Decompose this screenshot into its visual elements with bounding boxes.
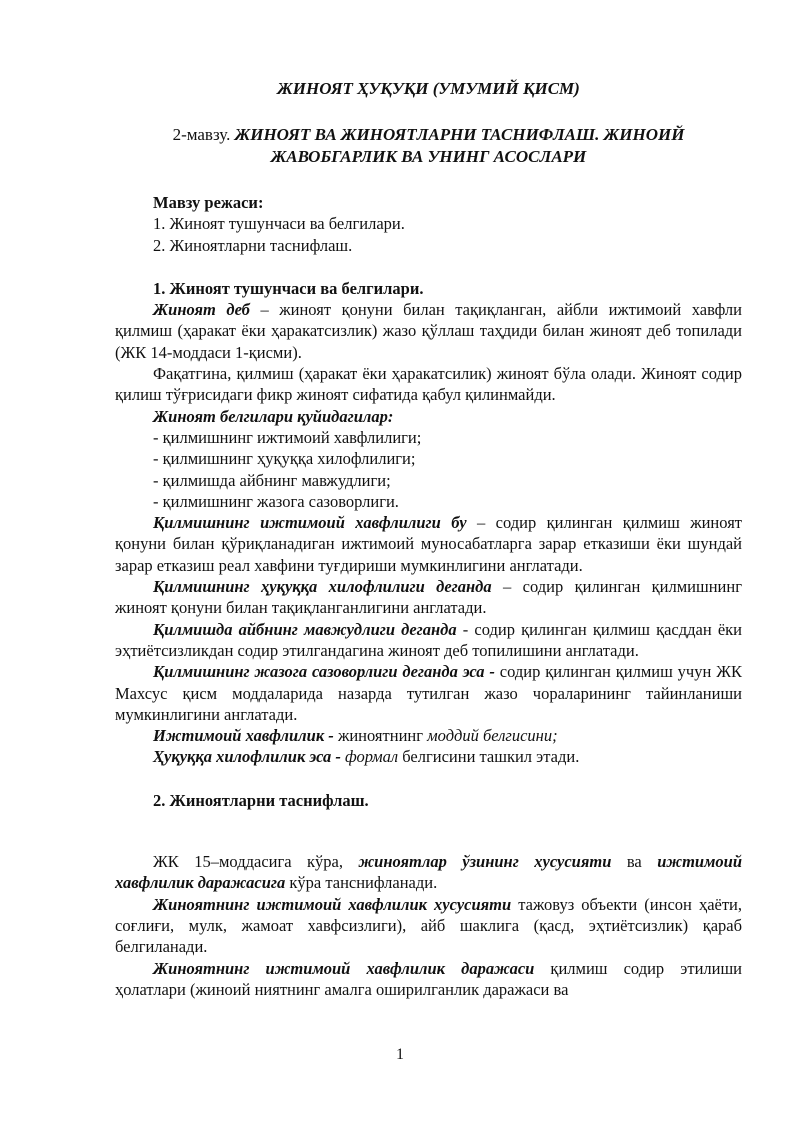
paragraph-social-danger [115,512,742,576]
plan-heading: Мавзу режаси: [153,193,264,212]
paragraph-unlawfulness [115,576,742,619]
text: – содир қилинган қилмишнинг жиноят қонуни билан тақиқланганлигини англатади. [115,577,742,618]
page-number: 1 [396,1046,404,1063]
text: кўра танснифланади. [285,873,438,893]
term: Ижтимоий хавфлилик - [153,726,334,746]
italic-text: формал [344,747,399,767]
term: Қилмишда айбнинг мавжудлиги деганда [153,619,457,639]
paragraph-classification [115,851,742,894]
italic-text: моддий белгисини; [427,726,558,746]
topic-prefix: 2-мавзу. [172,125,235,144]
paragraph-guilt [115,619,742,662]
text: белгисини ташкил этади. [398,747,580,767]
paragraph-danger-degree [115,958,742,1001]
text: ЖК 15–моддасига кўра, [153,852,359,872]
term: Ҳуқуққа хилофлилик эса - [153,747,341,767]
term: ижтимоий хавфлилик даражасига [115,852,742,893]
term: Қилмишнинг ижтимоий хавфлилиги бу [153,513,467,533]
paragraph-danger-nature [115,894,742,958]
sign-item-1: - қилмишнинг ижтимоий хавфлилиги; [153,427,422,447]
plan-item-1: 1. Жиноят тушунчаси ва белгилари. [153,214,405,234]
term: Жиноят деб [153,300,250,320]
term: Қилмишнинг ҳуқуққа хилофлилиги деганда [153,577,492,597]
topic-name: ЖИНОЯТ ВА ЖИНОЯТЛАРНИ ТАСНИФЛАШ. ЖИНОИЙ ЖАВОБГАРЛИК ВА УНИНГ АСОСЛАРИ [234,125,685,166]
text: жиноятнинг [333,726,428,746]
paragraph-material-sign [115,725,742,746]
sign-item-2: - қилмишнинг ҳуқуққа хилофлилиги; [153,449,416,469]
section-2-heading: 2. Жиноятларни таснифлаш. [153,790,369,810]
term: Жиноятнинг ижтимоий хавфлилик даражаси [153,958,535,978]
text: тажовуз объекти (инсон ҳаёти, соғлиғи, мулк, жамоат хавфсизлиги), айб шаклига (қасд, эҳтиётсизлик) қараб белгиланади. [115,894,743,957]
text: – содир қилинган қилмиш жиноят қонуни билан қўриқланадиган ижтимоий муносабатларга зарар етказиши ёки шундай зарар етказиш реал хавфини туғдириши мумкинлигини англатади. [115,513,743,575]
text: қилмиш содир этилиши ҳолатлари (жиноий ниятнинг амалга оширилганлик даражаси ва [115,958,742,999]
signs-heading: Жиноят белгилари қуйидагилар: [153,406,394,426]
term: Жиноятнинг ижтимоий хавфлилик хусусияти [153,894,512,914]
text: содир қилинган қилмиш учун ЖК Махсус қисм моддаларида назарда тутилган жазо чораларининг тайинланиши мумкинлигини англатади. [115,662,742,724]
paragraph-only-act: Фақатгина, қилмиш (ҳаракат ёки ҳаракатсилик) жиноят бўла олади. Жиноят содир қилиш тўғрисидаги фикр жиноят сифатида қабул қилинмайди. [115,364,742,405]
paragraph-formal-sign [115,746,742,767]
text: ва [611,852,658,872]
term: Қилмишнинг жазога сазоворлиги деганда эса - [153,662,495,682]
topic-title [115,124,742,168]
sign-item-3: - қилмишда айбнинг мавжудлиги; [153,470,391,490]
sign-item-4: - қилмишнинг жазога сазоворлиги. [153,491,399,511]
document-body [115,70,742,1000]
plan-item-2: 2. Жиноятларни таснифлаш. [153,235,353,255]
paragraph-crime-definition [115,299,742,363]
section-1-heading: 1. Жиноят тушунчаси ва белгилари. [153,278,424,298]
text: – жиноят қонуни билан тақиқланган, айбли ижтимоий хавфли қилмиш (ҳаракат ёки ҳаракатсизлик) жазо қўллаш таҳдиди билан жиноят деб топилади (ЖК 14-моддаси 1-қисми). [115,300,742,362]
text: - содир қилинган қилмиш қасддан ёки эҳтиётсизликдан содир этилгандагина жиноят деб топилишини англатади. [115,619,742,660]
paragraph-punishability [115,661,742,725]
document-title: ЖИНОЯТ ҲУҚУҚИ (УМУМИЙ ҚИСМ) [277,79,580,98]
term: жиноятлар ўзининг хусусияти [358,852,612,872]
